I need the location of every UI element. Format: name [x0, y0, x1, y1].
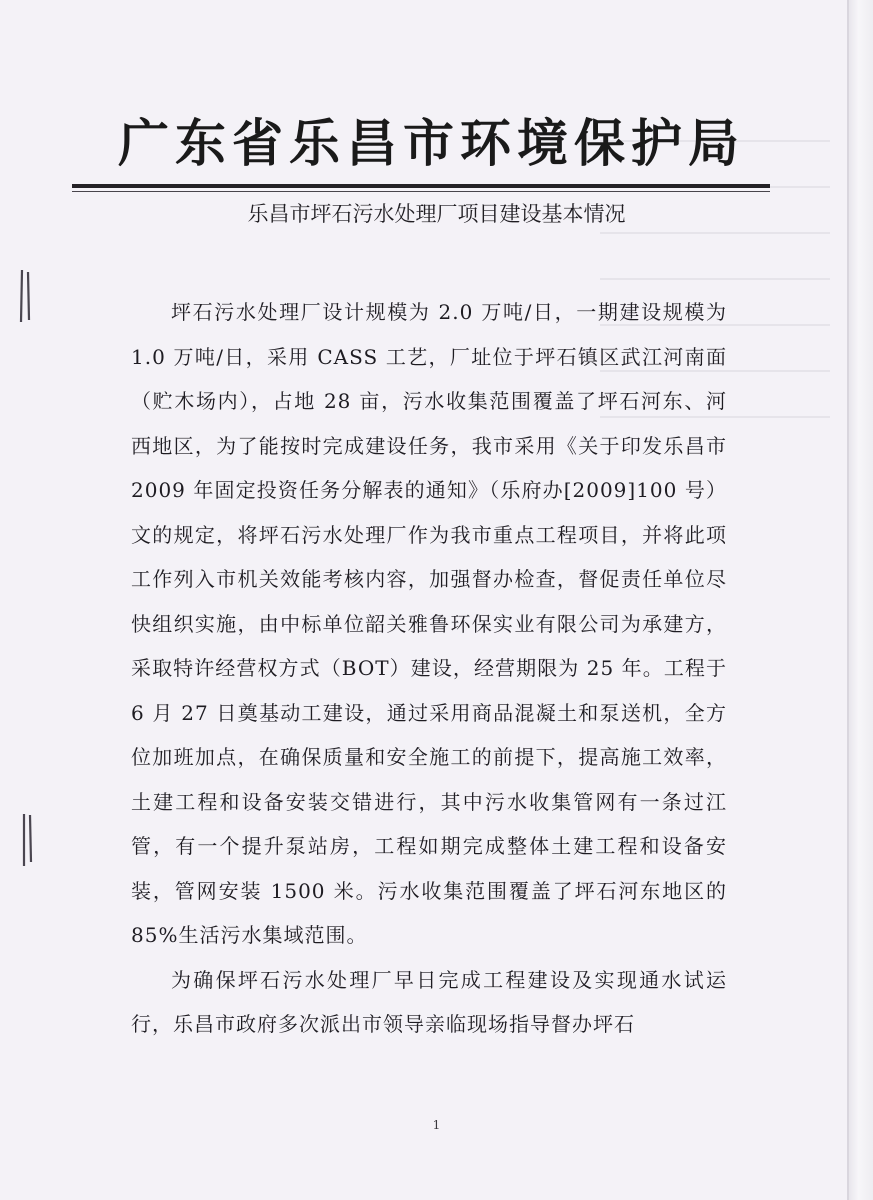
letterhead-rule-thin: [72, 191, 770, 192]
next-page-edge: [849, 0, 873, 1200]
letterhead-organization: 广东省乐昌市环境保护局: [118, 115, 746, 174]
letterhead-rule-thick: [72, 184, 770, 188]
page-number: 1: [432, 1118, 441, 1132]
staple-mark-top: [18, 268, 32, 324]
staple-mark-bottom: [20, 812, 34, 868]
body-paragraph: 坪石污水处理厂设计规模为 2.0 万吨/日，一期建设规模为 1.0 万吨/日，采用 CASS 工艺，厂址位于坪石镇区武江河南面（贮木场内），占地 28 亩，污水收集范围覆盖了坪石河东、河西地区，为了能按时完成建设任务，我市采用《关于印发乐昌市 2009 年固定投资任务分解表的通知》（乐府办[2009]100 号）文的规定，将坪石污水处理厂作为我市重点工程项目，并将此项工作列入市机关效能考核内容，加强督办检查，督促责任单位尽快组织实施，由中标单位韶关雅鲁环保实业有限公司为承建方，采取特许经营权方式（BOT）建设，经营期限为 25 年。工程于 6 月 27 日奠基动工建设，通过采用商品混凝土和泵送机，全方位加班加点，在确保质量和安全施工的前提下，提高施工效率，土建工程和设备安装交错进行，其中污水收集管网有一条过江管，有一个提升泵站房，工程如期完成整体土建工程和设备安装，管网安装 1500 米。污水收集范围覆盖了坪石河东地区的 85%生活污水集域范围。: [131, 300, 727, 947]
body-paragraph: 为确保坪石污水处理厂早日完成工程建设及实现通水试运行，乐昌市政府多次派出市领导亲临现场指导督办坪石: [131, 967, 727, 1036]
document-title: 乐昌市坪石污水处理厂项目建设基本情况: [247, 202, 626, 226]
document-body: [131, 290, 727, 1047]
